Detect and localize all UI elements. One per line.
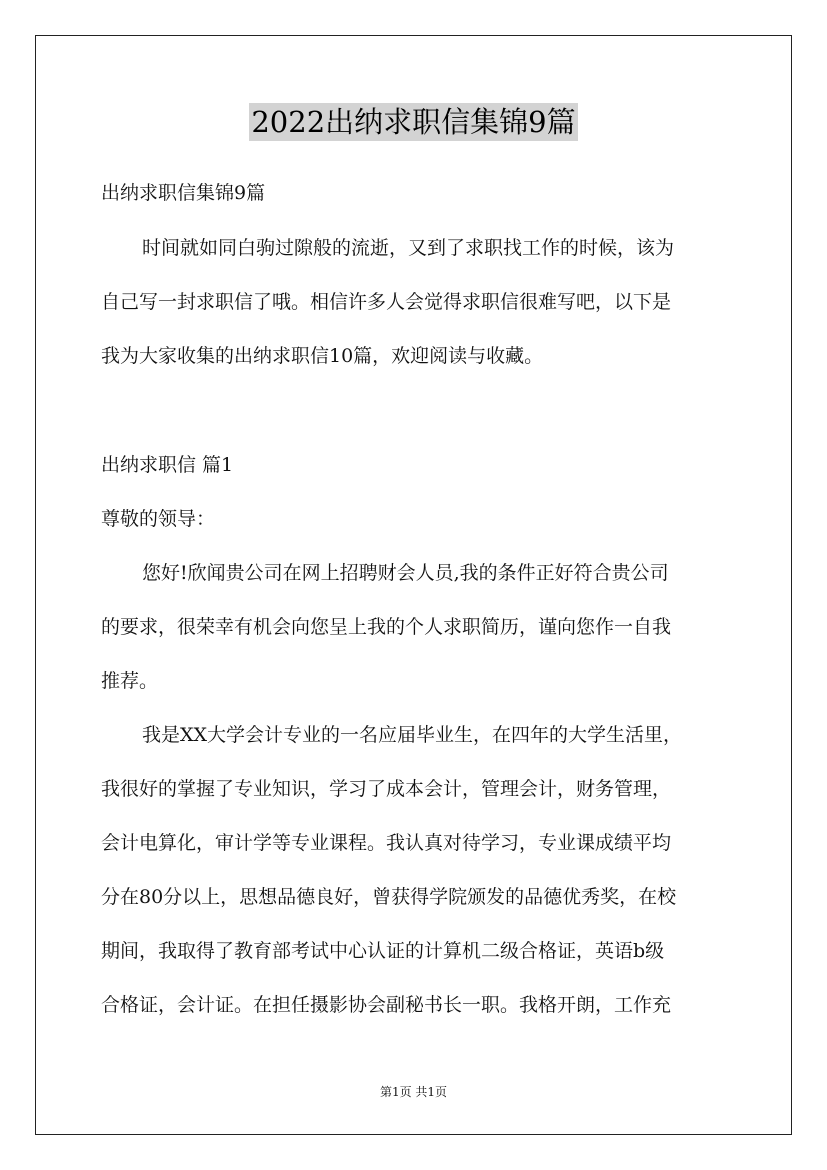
section-heading: 出纳求职信 篇1 xyxy=(101,454,234,476)
paragraph1-line-1: 您好!欣闻贵公司在网上招聘财会人员,我的条件正好符合贵公司 xyxy=(142,562,669,584)
subtitle: 出纳求职信集锦9篇 xyxy=(101,182,266,204)
document-title[interactable]: 2022出纳求职信集锦9篇 xyxy=(251,105,576,139)
page-footer xyxy=(0,1084,827,1100)
paragraph2-line-4: 分在80分以上，思想品德良好，曾获得学院颁发的品德优秀奖，在校 xyxy=(101,886,677,908)
salutation: 尊敬的领导： xyxy=(101,508,216,530)
paragraph2-line-5: 期间，我取得了教育部考试中心认证的计算机二级合格证，英语b级 xyxy=(101,940,665,962)
title-container xyxy=(0,103,827,141)
page-number-label: 第1页 共1页 xyxy=(379,1085,448,1099)
intro-line-2: 自己写一封求职信了哦。相信许多人会觉得求职信很难写吧，以下是 xyxy=(101,291,672,313)
paragraph2-line-6: 合格证，会计证。在担任摄影协会副秘书长一职。我格开朗，工作充 xyxy=(101,994,672,1016)
paragraph1-line-3: 推荐。 xyxy=(101,670,159,692)
paragraph2-line-2: 我很好的掌握了专业知识，学习了成本会计，管理会计，财务管理， xyxy=(101,778,672,800)
paragraph2-line-3: 会计电算化，审计学等专业课程。我认真对待学习，专业课成绩平均 xyxy=(101,832,672,854)
intro-line-3: 我为大家收集的出纳求职信10篇，欢迎阅读与收藏。 xyxy=(101,345,544,367)
intro-line-1: 时间就如同白驹过隙般的流逝，又到了求职找工作的时候，该为 xyxy=(142,237,675,259)
paragraph1-line-2: 的要求，很荣幸有机会向您呈上我的个人求职简历，谨向您作一自我 xyxy=(101,616,672,638)
paragraph2-line-1: 我是XX大学会计专业的一名应届毕业生，在四年的大学生活里， xyxy=(142,724,683,746)
